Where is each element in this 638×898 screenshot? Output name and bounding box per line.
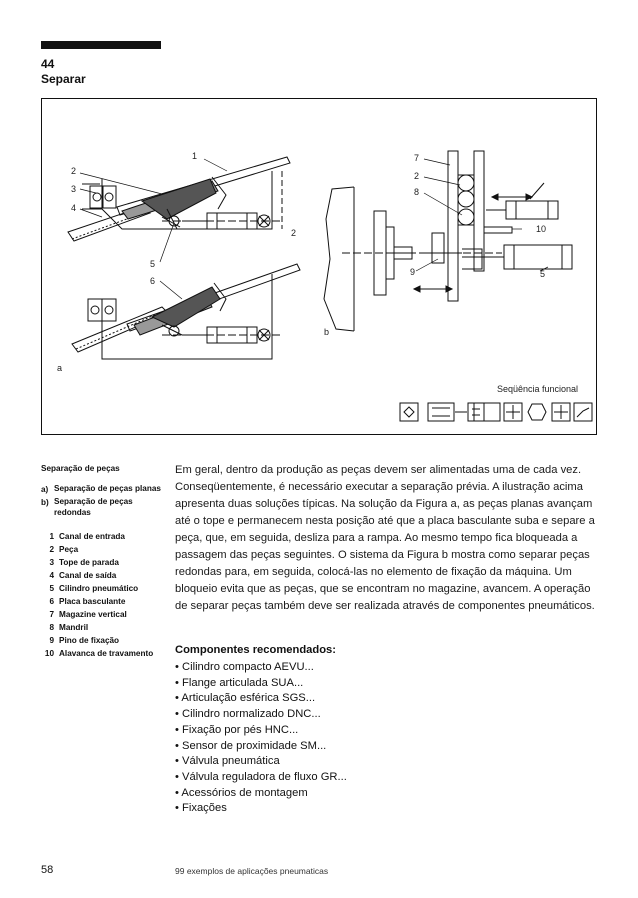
header-bar [41,41,161,49]
callout-b-2: 2 [414,171,420,181]
callout-a-2: 2 [71,166,77,176]
list-item: • Válvula pneumática [175,755,280,768]
list-item: • Articulação esférica SGS... [175,692,316,705]
legend-item: 6 Placa basculante [49,597,126,606]
list-item: • Flange articulada SUA... [175,676,304,689]
list-item: • Cilindro compacto AEVU... [175,661,314,673]
legend-item: 2 Peça [49,545,79,554]
callout-a-1: 1 [192,151,198,161]
figure-b [324,151,572,331]
callout-b-9: 9 [410,267,416,277]
callout-b-8: 8 [414,187,420,197]
list-item: • Cilindro normalizado DNC... [175,708,321,721]
technical-figure [41,98,597,435]
example-title: Separar [41,72,86,86]
figure-a-bottom [72,264,300,359]
legend-item: 4 Canal de saída [49,571,117,580]
list-item: • Válvula reguladora de fluxo GR... [175,770,347,783]
example-number: 44 [41,57,55,71]
recommended-title: Componentes recomendados: [175,644,337,656]
recommended-list [175,660,347,817]
callout-b-5: 5 [540,269,546,279]
legend-item: 1 Canal de entrada [49,532,125,541]
legend-item: 10 Alavanca de travamento [44,649,154,658]
list-item: • Fixação por pés HNC... [175,723,299,736]
legend-item: 9 Pino de fixação [49,636,120,645]
figure-b-label: b [324,327,330,337]
callout-a-5: 5 [150,259,156,269]
list-item: • Fixações [175,802,227,815]
callout-a-6: 6 [150,276,156,286]
legend [41,462,166,660]
legend-item: 7 Magazine vertical [49,610,127,619]
list-item: • Acessórios de montagem [175,786,308,799]
legend-item: 8 Mandril [49,623,89,632]
page-number: 58 [41,864,54,876]
list-item: • Sensor de proximidade SM... [175,739,327,752]
callout-a-2b: 2 [291,228,297,238]
body-paragraph: Em geral, dentro da produção as peças devem ser alimentadas uma de cada vez. Conseqüentemente, é necessário executar a separação prévia. A ilustração acima apresenta duas soluções típicas. Na solução da Figura a, as peças planas avançam até o tope e permanecem nesta posição até que a placa basculante suba e separe a peça, que, em seguida, desliza para a rampa. Ao mesmo tempo fica bloqueada a passagem das peças seguintes. O sistema da Figura b mostra como separar peças redondas para, em seguida, colocá-las no elemento de fixação da máquina. Um bloqueio evita que as peças, que se encontram no magazine, avancem. A operação de separar peças também deve ser realizada através de componentes pneumáticos. [175,464,595,612]
sequence-label: Seqüência funcional [496,384,578,394]
sequence-icons [400,403,592,421]
callout-a-3: 3 [71,184,77,194]
callout-b-10: 10 [536,224,547,234]
callout-a-4: 4 [71,203,77,213]
legend-sub-item: b) Separação de peças redondas [41,497,133,517]
legend-item: 5 Cilindro pneumático [49,584,139,593]
callout-b-7: 7 [414,153,420,163]
legend-sub-item: a) Separação de peças planas [41,484,161,494]
legend-title: Separação de peças [41,464,120,473]
figure-a-top [68,157,290,241]
footer-text: 99 exemplos de aplicações pneumaticas [175,866,329,876]
figure-a-label: a [57,363,63,373]
legend-item: 3 Tope de parada [49,558,119,567]
